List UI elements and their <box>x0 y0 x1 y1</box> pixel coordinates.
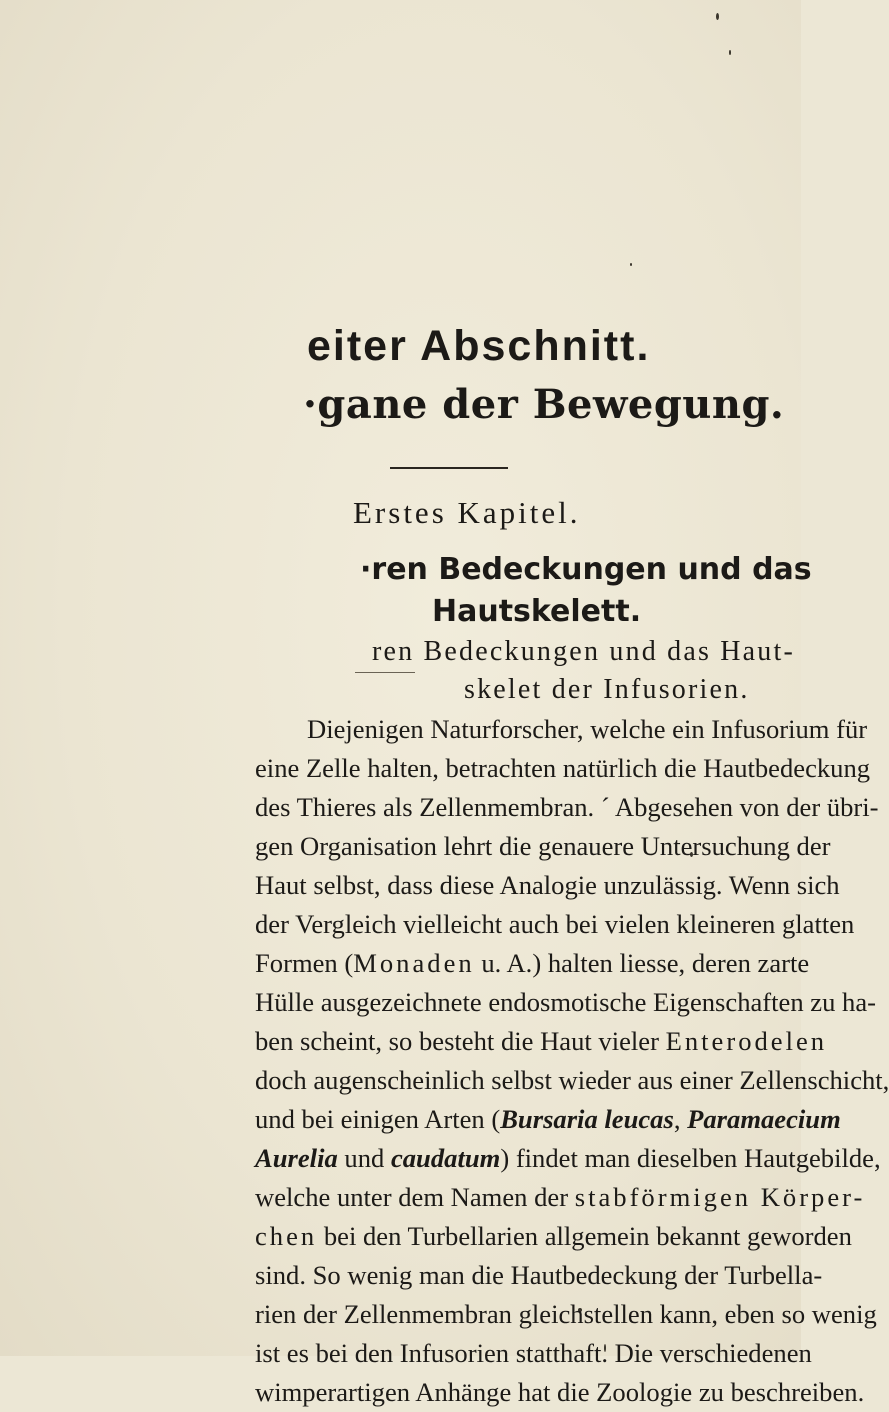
text-line: doch augenscheinlich selbst wieder aus einer Zellenschicht, <box>255 1065 889 1095</box>
text-line: des Thieres als Zellenmembran. ´ Abgesehen von der übri- <box>255 792 879 822</box>
spaced-term: chen <box>255 1221 318 1251</box>
species-name: Paramaecium <box>687 1104 841 1134</box>
text-line: der Vergleich vielleicht auch bei vielen kleineren glatten <box>255 909 855 939</box>
text-run: , <box>673 1104 688 1134</box>
text-run: ) findet man dieselben Hautgebilde, <box>500 1143 881 1173</box>
species-name: caudatum <box>390 1143 501 1173</box>
section-heading: eiter Abschnitt. <box>307 322 651 370</box>
text-line: Haut selbst, dass diese Analogie unzulässig. Wenn sich <box>255 870 840 900</box>
text-line: eine Zelle halten, betrachten natürlich die Hautbedeckung <box>255 753 871 783</box>
text-run: und <box>337 1143 391 1173</box>
text-run: Formen ( <box>255 948 354 978</box>
text-line: sind. So wenig man die Hautbedeckung der Turbella- <box>255 1260 823 1290</box>
text-line <box>255 1100 841 1139</box>
divider-rule <box>390 467 508 469</box>
chapter-title-line: ·ren Bedeckungen und das <box>360 552 812 587</box>
text-line: Hülle ausgezeichnete endosmotische Eigenschaften zu ha- <box>255 987 877 1017</box>
text-run: welche unter dem Namen der <box>255 1182 575 1212</box>
section-title-line: skelet der Infusorien. <box>464 674 750 705</box>
species-name: Aurelia <box>255 1143 338 1173</box>
text-line: Diejenigen Naturforscher, welche ein Infusorium für <box>307 714 868 744</box>
species-name: Bursaria leucas <box>500 1104 674 1134</box>
text-line: ist es bei den Infusorien statthaft. Die verschiedenen <box>255 1338 812 1368</box>
section-title <box>372 633 795 709</box>
text-line <box>255 1217 852 1256</box>
text-run: ben scheint, so besteht die Haut vieler <box>255 1026 666 1056</box>
spaced-term: stabförmigen Körper- <box>574 1182 866 1212</box>
section-subtitle: ·gane der Bewegung. <box>303 381 785 428</box>
text-run: und bei einigen Arten ( <box>255 1104 501 1134</box>
text-line <box>255 1178 866 1217</box>
text-line: rien der Zellenmembran gleichstellen kann, eben so wenig <box>255 1299 877 1329</box>
text-run: bei den Turbellarien allgemein bekannt geworden <box>317 1221 852 1251</box>
spaced-term: Monaden <box>353 948 475 978</box>
text-line <box>255 944 810 983</box>
body-paragraph <box>255 710 889 1412</box>
chapter-heading: Erstes Kapitel. <box>353 495 581 530</box>
chapter-title-line: Hautskelett. <box>432 594 642 629</box>
text-line: gen Organisation lehrt die genauere Untersuchung der <box>255 831 831 861</box>
spaced-term: Enterodelen <box>665 1026 828 1056</box>
text-run: u. A.) halten liesse, deren zarte <box>474 948 810 978</box>
text-line <box>255 1139 881 1178</box>
chapter-title <box>360 549 812 633</box>
section-title-line: ren Bedeckungen und das Haut- <box>372 636 796 667</box>
text-line <box>255 1022 828 1061</box>
text-line: wimperartigen Anhänge hat die Zoologie zu beschreiben. <box>255 1377 865 1407</box>
